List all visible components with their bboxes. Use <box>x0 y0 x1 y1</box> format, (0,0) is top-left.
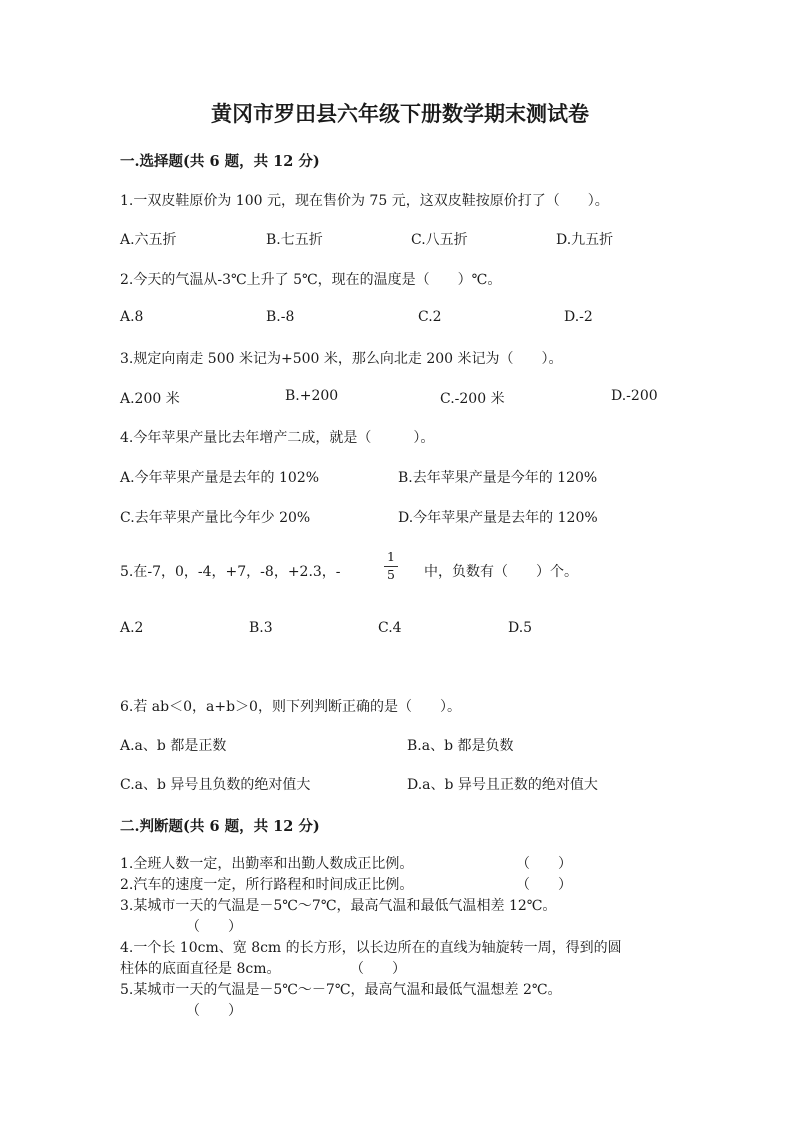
question-1: 1.一双皮鞋原价为 100 元，现在售价为 75 元，这双皮鞋按原价打了（ ）。 <box>120 193 609 209</box>
question-2: 2.今天的气温从-3℃上升了 5℃，现在的温度是（ ）℃。 <box>120 272 502 288</box>
q1-option-c: C.八五折 <box>411 232 468 248</box>
question-6: 6.若 ab＜0，a+b＞0，则下列判断正确的是（ ）。 <box>120 699 461 715</box>
q6-option-c: C.a、b 异号且负数的绝对值大 <box>120 777 311 793</box>
judgement-2: 2.汽车的速度一定，所行路程和时间成正比例。 <box>120 877 414 893</box>
fraction-denominator: 5 <box>387 566 395 582</box>
judgement-5: 5.某城市一天的气温是－5℃～－7℃，最高气温和最低气温想差 2℃。 <box>120 982 562 998</box>
question-3: 3.规定向南走 500 米记为+500 米，那么向北走 200 米记为（ ）。 <box>120 351 563 367</box>
q3-option-c: C.-200 米 <box>440 391 505 407</box>
section-heading-judgement: 二.判断题(共 6 题，共 12 分) <box>120 818 320 835</box>
q4-option-a: A.今年苹果产量是去年的 102% <box>120 470 320 486</box>
section-heading-choice: 一.选择题(共 6 题，共 12 分) <box>120 153 320 170</box>
judgement-4: 4.一个长 10cm、宽 8cm 的长方形，以长边所在的直线为轴旋转一周，得到的圆 <box>120 940 622 956</box>
q3-option-a: A.200 米 <box>120 391 180 407</box>
fraction-numerator: 1 <box>387 549 395 564</box>
judgement-4-answer-blank: （ ） <box>350 961 406 977</box>
judgement-3-answer-blank: （ ） <box>186 919 242 935</box>
q6-option-b: B.a、b 都是负数 <box>407 738 514 754</box>
q6-option-d: D.a、b 异号且正数的绝对值大 <box>407 777 598 793</box>
judgement-4-continued: 柱体的底面直径是 8cm。 <box>120 961 281 977</box>
q3-option-b: B.+200 <box>285 388 339 404</box>
question-4: 4.今年苹果产量比去年增产二成，就是（ ）。 <box>120 430 435 446</box>
page-title: 黄冈市罗田县六年级下册数学期末测试卷 <box>211 101 589 126</box>
q2-option-a: A.8 <box>120 309 144 325</box>
q5-option-b: B.3 <box>249 620 273 636</box>
judgement-1-answer-blank: （ ） <box>516 856 572 872</box>
q2-option-d: D.-2 <box>564 309 593 325</box>
question-5-text-before: 5.在-7，0，-4，+7，-8，+2.3，- <box>120 564 341 580</box>
q4-option-b: B.去年苹果产量是今年的 120% <box>398 470 598 486</box>
q5-option-a: A.2 <box>120 620 144 636</box>
q5-option-c: C.4 <box>378 620 402 636</box>
q1-option-d: D.九五折 <box>556 232 614 248</box>
q1-option-b: B.七五折 <box>266 232 323 248</box>
question-5-text-after: 中，负数有（ ）个。 <box>424 564 578 580</box>
q3-option-d: D.-200 <box>611 388 658 404</box>
q4-option-c: C.去年苹果产量比今年少 20% <box>120 510 311 526</box>
q2-option-c: C.2 <box>418 309 442 325</box>
q4-option-d: D.今年苹果产量是去年的 120% <box>398 510 598 526</box>
judgement-3: 3.某城市一天的气温是－5℃～7℃，最高气温和最低气温相差 12℃。 <box>120 898 557 914</box>
q6-option-a: A.a、b 都是正数 <box>120 738 227 754</box>
judgement-2-answer-blank: （ ） <box>516 877 572 893</box>
q2-option-b: B.-8 <box>266 309 295 325</box>
q1-option-a: A.六五折 <box>120 232 177 248</box>
judgement-5-answer-blank: （ ） <box>186 1003 242 1019</box>
q5-option-d: D.5 <box>508 620 533 636</box>
judgement-1: 1.全班人数一定，出勤率和出勤人数成正比例。 <box>120 856 414 872</box>
question-5-fraction <box>384 551 398 581</box>
